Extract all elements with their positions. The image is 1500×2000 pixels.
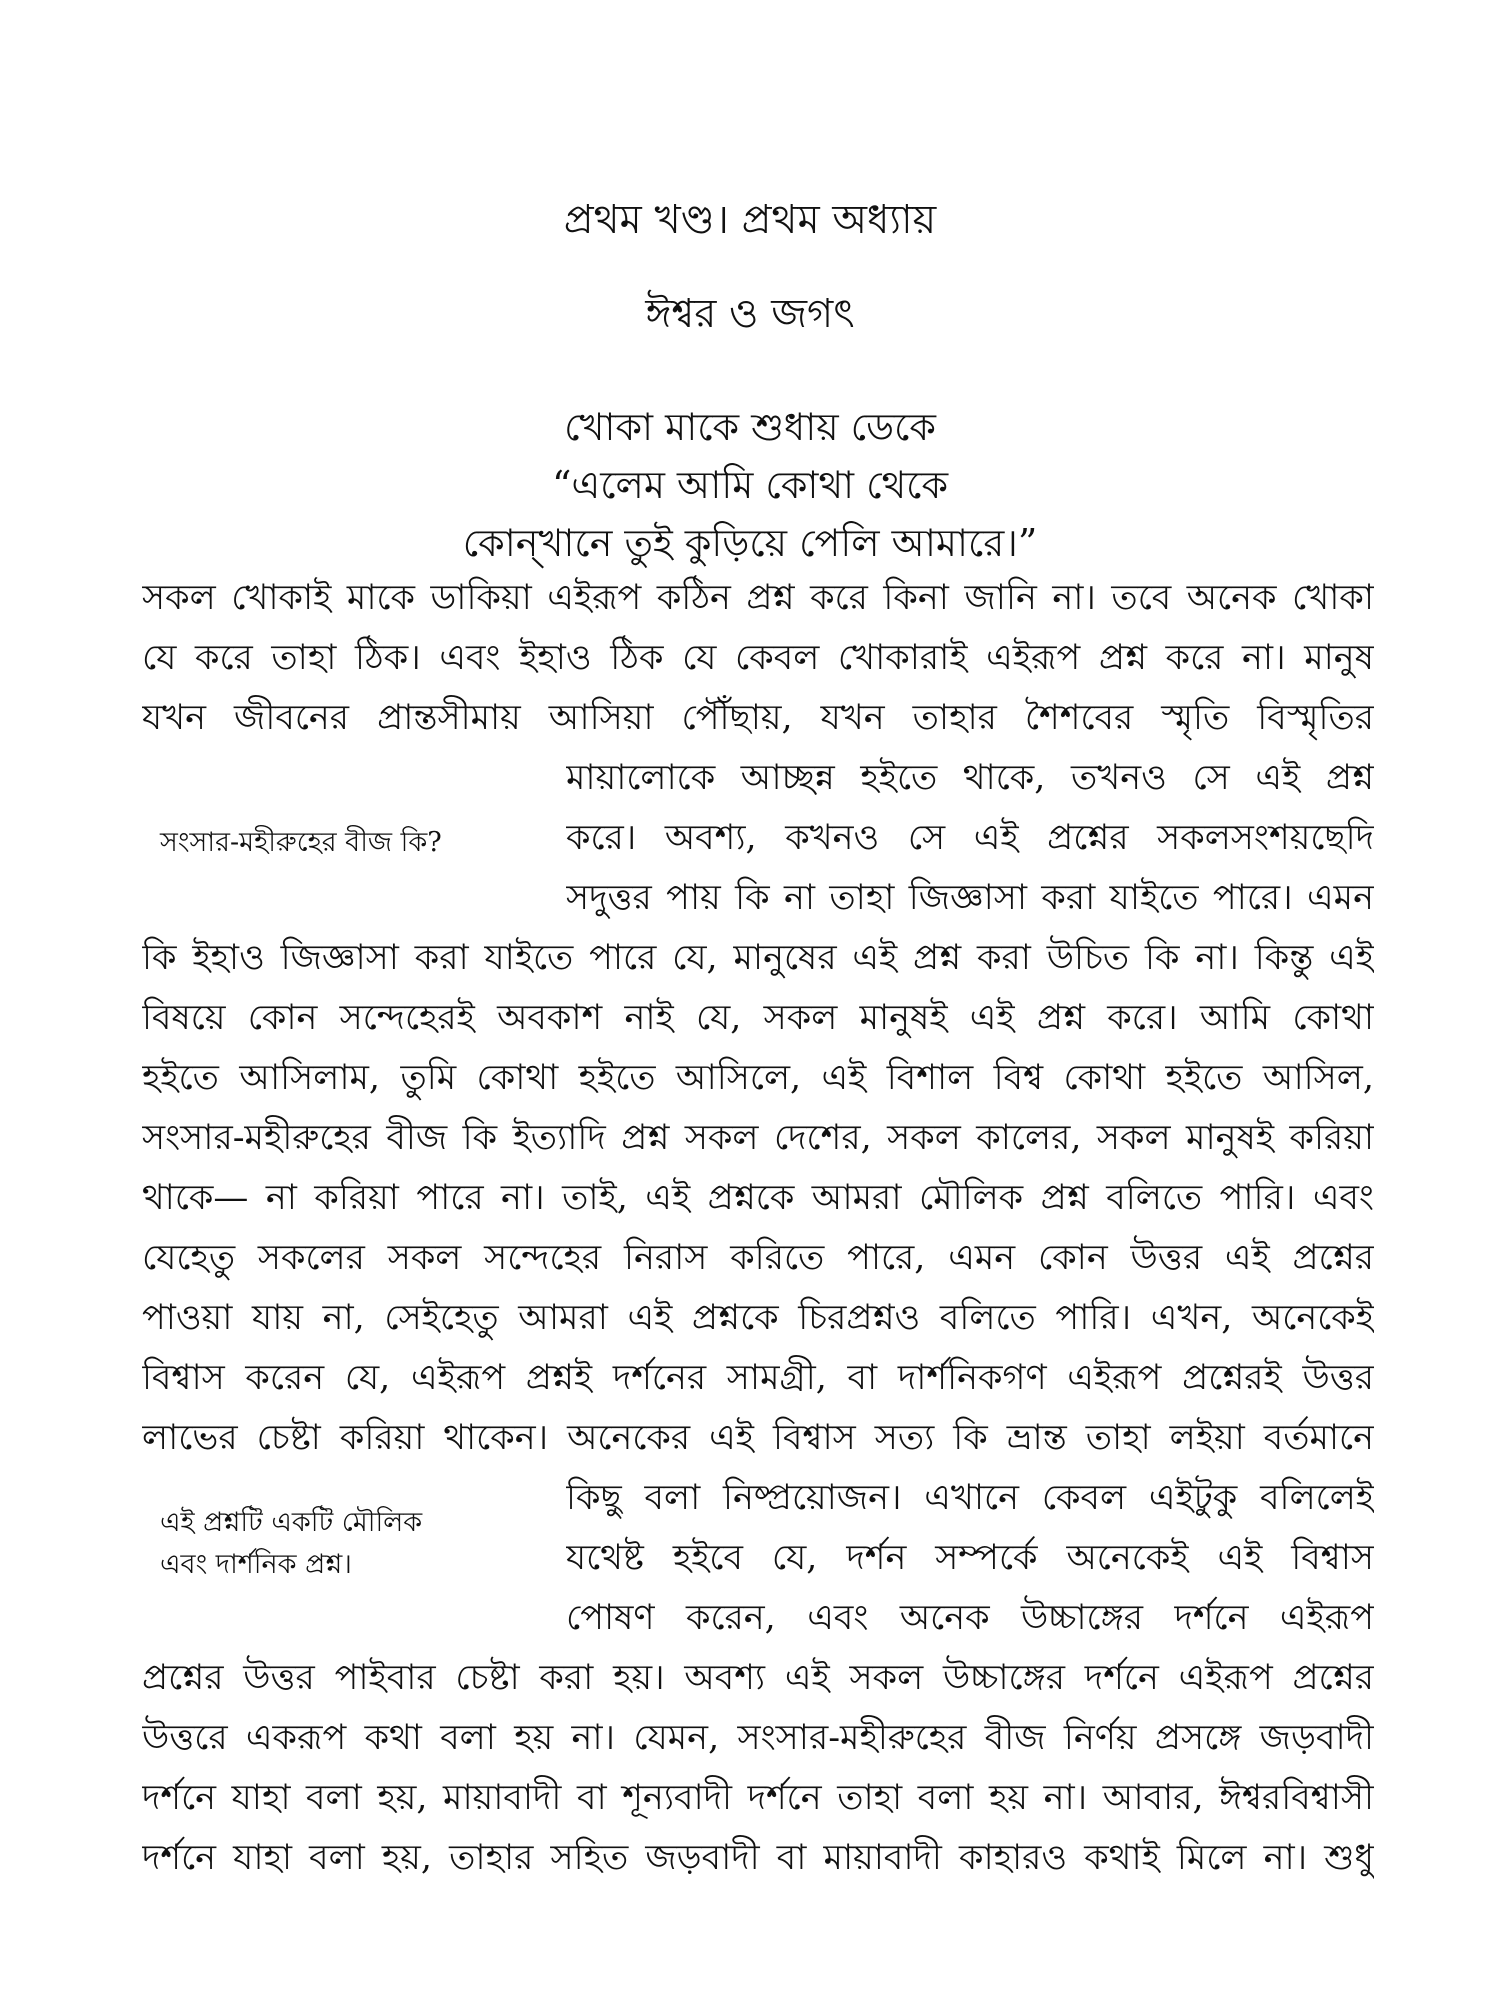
body-line: যে করে তাহা ঠিক। এবং ইহাও ঠিক যে কেবল খোকারাই এইরূপ প্রশ্ন করে না। মানুষ: [142, 638, 1374, 678]
body-line: কিছু বলা নিষ্প্রয়োজন। এখানে কেবল এইটুকু বলিলেই: [566, 1478, 1374, 1518]
verse-line: “এলেম আমি কোথা থেকে: [551, 463, 949, 507]
body-line: সকল খোকাই মাকে ডাকিয়া এইরূপ কঠিন প্রশ্ন করে কিনা জানি না। তবে অনেক খোকা: [142, 578, 1374, 618]
body-line: যখন জীবনের প্রান্তসীমায় আসিয়া পৌঁছায়, যখন তাহার শৈশবের স্মৃতি বিস্মৃতির: [142, 698, 1374, 738]
body-line: দর্শনে যাহা বলা হয়, মায়াবাদী বা শূন্যবাদী দর্শনে তাহা বলা হয় না। আবার, ঈশ্বরবিশ্বাসী: [142, 1778, 1374, 1818]
body-line: পাওয়া যায় না, সেইহেতু আমরা এই প্রশ্নকে চিরপ্রশ্নও বলিতে পারি। এখন, অনেকেই: [142, 1298, 1374, 1338]
margin-note-seed-question: সংসার-মহীরুহের বীজ কি?: [160, 827, 442, 858]
verse-line: খোকা মাকে শুধায় ডেকে: [564, 405, 936, 449]
chapter-title: ঈশ্বর ও জগৎ: [645, 291, 855, 337]
verse-line: কোন্‌খানে তুই কুড়িয়ে পেলি আমারে।”: [462, 521, 1038, 565]
body-line: সদুত্তর পায় কি না তাহা জিজ্ঞাসা করা যাইতে পারে। এমন: [566, 878, 1374, 918]
margin-note-fundamental-question: এই প্রশ্নটি একটি মৌলিক: [160, 1507, 423, 1538]
body-line: দর্শনে যাহা বলা হয়, তাহার সহিত জড়বাদী বা মায়াবাদী কাহারও কথাই মিলে না। শুধু: [142, 1838, 1374, 1878]
body-line: পোষণ করেন, এবং অনেক উচ্চাঙ্গের দর্শনে এইরূপ: [566, 1598, 1374, 1638]
body-line: বিষয়ে কোন সন্দেহেরই অবকাশ নাই যে, সকল মানুষই এই প্রশ্ন করে। আমি কোথা: [142, 998, 1374, 1038]
body-line: হইতে আসিলাম, তুমি কোথা হইতে আসিলে, এই বিশাল বিশ্ব কোথা হইতে আসিল,: [142, 1058, 1374, 1098]
body-line: প্রশ্নের উত্তর পাইবার চেষ্টা করা হয়। অবশ্য এই সকল উচ্চাঙ্গের দর্শনে এইরূপ প্রশ্নের: [142, 1658, 1374, 1698]
body-line: যেহেতু সকলের সকল সন্দেহের নিরাস করিতে পারে, এমন কোন উত্তর এই প্রশ্নের: [142, 1238, 1374, 1278]
body-line: মায়ালোকে আচ্ছন্ন হইতে থাকে, তখনও সে এই প্রশ্ন: [566, 758, 1374, 798]
body-line: লাভের চেষ্টা করিয়া থাকেন। অনেকের এই বিশ্বাস সত্য কি ভ্রান্ত তাহা লইয়া বর্তমানে: [142, 1418, 1374, 1458]
body-line: থাকে— না করিয়া পারে না। তাই, এই প্রশ্নকে আমরা মৌলিক প্রশ্ন বলিতে পারি। এবং: [142, 1178, 1374, 1218]
margin-note-fundamental-question: এবং দার্শনিক প্রশ্ন।: [160, 1549, 352, 1580]
body-line: উত্তরে একরূপ কথা বলা হয় না। যেমন, সংসার-মহীরুহের বীজ নির্ণয় প্রসঙ্গে জড়বাদী: [142, 1718, 1374, 1758]
chapter-heading: প্রথম খণ্ড। প্রথম অধ্যায়: [563, 197, 937, 243]
body-line: বিশ্বাস করেন যে, এইরূপ প্রশ্নই দর্শনের সামগ্রী, বা দার্শনিকগণ এইরূপ প্রশ্নেরই উত্তর: [142, 1358, 1374, 1398]
body-line: যথেষ্ট হইবে যে, দর্শন সম্পর্কে অনেকেই এই বিশ্বাস: [566, 1538, 1374, 1578]
body-line: সংসার-মহীরুহের বীজ কি ইত্যাদি প্রশ্ন সকল দেশের, সকল কালের, সকল মানুষই করিয়া: [142, 1118, 1374, 1158]
body-line: কি ইহাও জিজ্ঞাসা করা যাইতে পারে যে, মানুষের এই প্রশ্ন করা উচিত কি না। কিন্তু এই: [142, 938, 1374, 978]
body-line: করে। অবশ্য, কখনও সে এই প্রশ্নের সকলসংশয়ছেদি: [566, 818, 1374, 858]
